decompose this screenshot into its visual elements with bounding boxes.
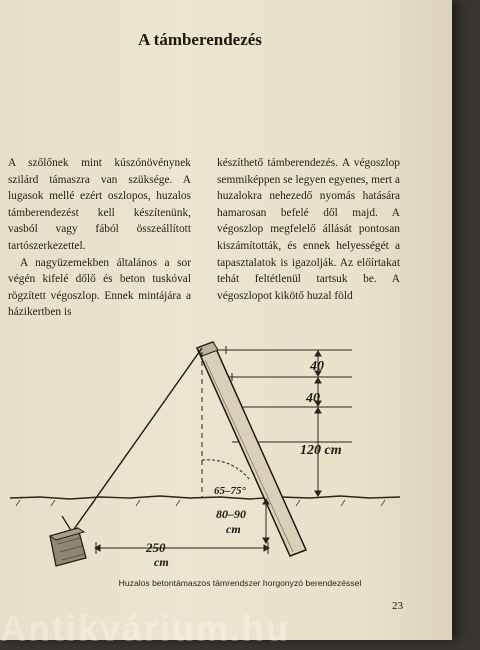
watermark-logo: Antikvárium.hu (0, 608, 291, 649)
text-column-right (217, 155, 400, 304)
ground-hatching (16, 500, 385, 506)
text-column-left (8, 155, 191, 321)
end-post (197, 342, 306, 556)
concrete-anchor (50, 528, 86, 566)
wire-gap-label: 40 (310, 359, 324, 374)
anchor-distance-unit: cm (154, 555, 169, 569)
paragraph: A szőlőnek mint kúszónövénynek szilárd támaszra van szüksége. A lugasok mellé ezért oszlopos, huzalos támberendezést kell készítenünk, vasból vagy fából összeállított tartószerkezettel. (8, 157, 191, 252)
lowest-wire-label: 120 cm (300, 443, 342, 458)
page-title: A támberendezés (138, 30, 262, 49)
paragraph: A nagyüzemekben általános a sor végén kifelé dőlő és beton tuskóval rögzített végoszlop. Ennek mintájára a házikertben is (8, 256, 191, 319)
angle-label: 65–75° (214, 485, 246, 497)
ground-line (10, 496, 400, 499)
figure-caption: Huzalos betontámaszos támrendszer horgonyzó berendezéssel (118, 578, 362, 588)
anchor-distance-label: 250 (146, 540, 166, 555)
trellis-diagram (0, 330, 452, 575)
paragraph: készíthető támberendezés. A végoszlop semmiképpen se legyen egyenes, mert a huzalokra nehezedő nyomás hatására hamarosan befelé dől majd. A végoszlop megfelelő állását pontosan kiszámították, és ennek helyességét a tapasztalatok is igazolják. Az előírtakat tehát feltétlenül tartsuk be. A végoszlopot kikötő huzal föld (217, 157, 400, 302)
wire-gap-label: 40 (306, 391, 320, 406)
depth-value-label: 80–90 (216, 507, 246, 521)
page-number: 23 (392, 600, 403, 612)
depth-unit-label: cm (226, 522, 241, 536)
angle-arc (202, 460, 250, 480)
